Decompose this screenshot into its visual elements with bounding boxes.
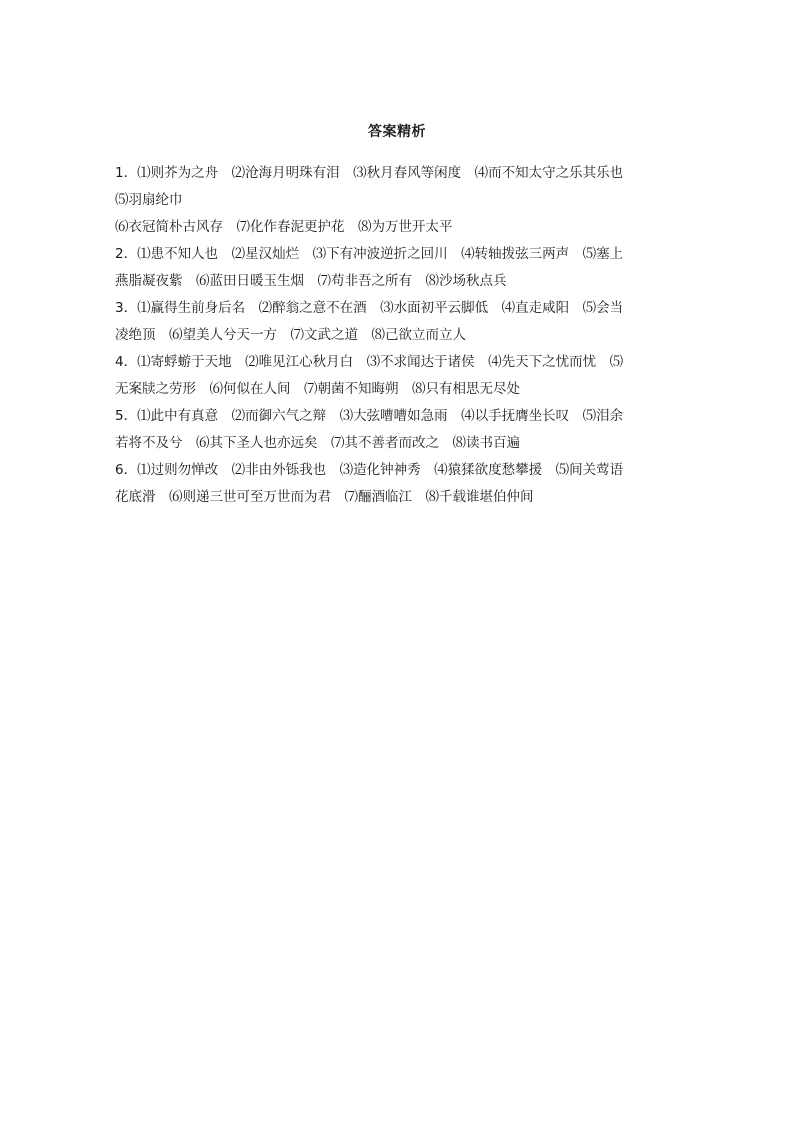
answer-content [115,160,681,511]
answer-line: 1．⑴则芥为之舟 ⑵沧海月明珠有泪 ⑶秋月春风等闲度 ⑷而不知太守之乐其乐也 [115,165,624,181]
answer-line: 3．⑴赢得生前身后名 ⑵醉翁之意不在酒 ⑶水面初平云脚低 ⑷直走咸阳 ⑸会当 [115,300,624,316]
answer-line: ⑸羽扇纶巾 [115,192,183,208]
answer-line: 凌绝顶 ⑹望美人兮天一方 ⑺文武之道 ⑻己欲立而立人 [115,327,466,343]
answer-line: 无案牍之劳形 ⑹何似在人间 ⑺朝菌不知晦朔 ⑻只有相思无尽处 [115,381,520,397]
answer-line: ⑹衣冠简朴古风存 ⑺化作春泥更护花 ⑻为万世开太平 [115,219,453,235]
answer-line: 2．⑴患不知人也 ⑵星汉灿烂 ⑶下有冲波逆折之回川 ⑷转轴拨弦三两声 ⑸塞上 [115,246,624,262]
answer-line: 6．⑴过则勿惮改 ⑵非由外铄我也 ⑶造化钟神秀 ⑷猿猱欲度愁攀援 ⑸间关莺语 [115,462,624,478]
answer-line: 5．⑴此中有真意 ⑵而御六气之辩 ⑶大弦嘈嘈如急雨 ⑷以手抚膺坐长叹 ⑸泪余 [115,408,624,424]
page-title: 答案精析 [368,124,426,140]
answer-line: 若将不及兮 ⑹其下圣人也亦远矣 ⑺其不善者而改之 ⑻读书百遍 [115,435,520,451]
answer-line: 花底滑 ⑹则递三世可至万世而为君 ⑺酾酒临江 ⑻千载谁堪伯仲间 [115,489,534,505]
answer-line: 4．⑴寄蜉蝣于天地 ⑵唯见江心秋月白 ⑶不求闻达于诸侯 ⑷先天下之忧而忧 ⑸ [115,354,624,370]
answer-line: 燕脂凝夜紫 ⑹蓝田日暖玉生烟 ⑺苟非吾之所有 ⑻沙场秋点兵 [115,273,507,289]
